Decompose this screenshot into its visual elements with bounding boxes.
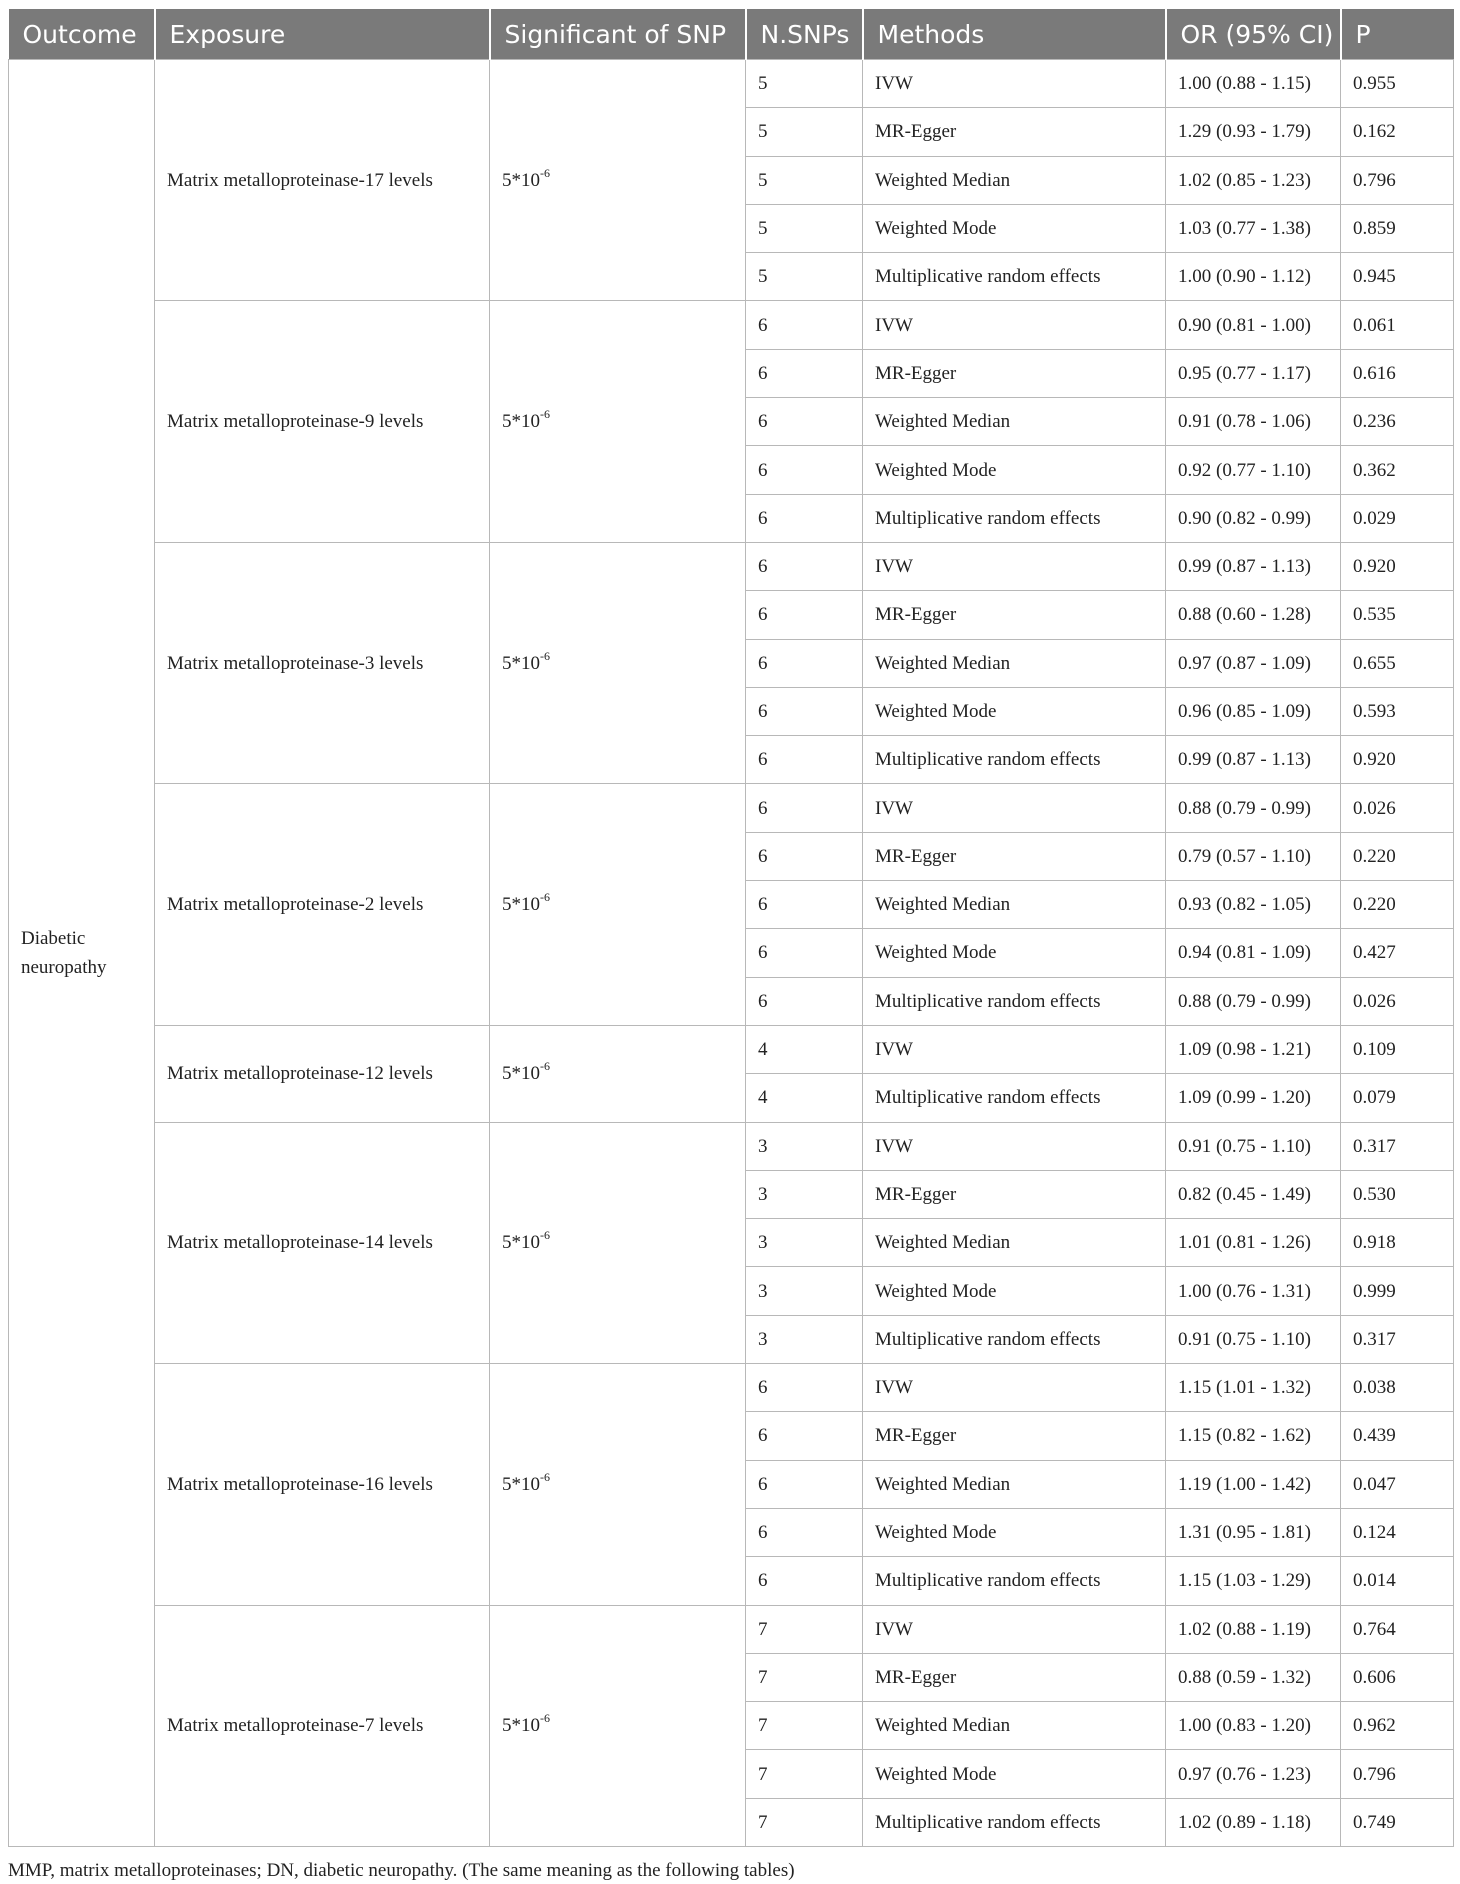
p-value-cell: 0.749 — [1341, 1798, 1454, 1846]
n-snps-cell: 5 — [746, 156, 863, 204]
significance-exponent: -6 — [540, 648, 550, 663]
or-ci-cell: 0.91 (0.75 - 1.10) — [1166, 1315, 1341, 1363]
p-value-cell: 0.955 — [1341, 60, 1454, 108]
or-ci-cell: 1.02 (0.88 - 1.19) — [1166, 1605, 1341, 1653]
table-row — [9, 1364, 1454, 1412]
results-table-container — [8, 9, 1453, 1847]
method-cell: IVW — [863, 542, 1166, 590]
or-ci-cell: 0.90 (0.81 - 1.00) — [1166, 301, 1341, 349]
or-ci-cell: 1.15 (1.01 - 1.32) — [1166, 1364, 1341, 1412]
header-p: P — [1341, 9, 1454, 60]
or-ci-cell: 1.15 (0.82 - 1.62) — [1166, 1412, 1341, 1460]
p-value-cell: 0.427 — [1341, 929, 1454, 977]
n-snps-cell: 6 — [746, 929, 863, 977]
n-snps-cell: 7 — [746, 1653, 863, 1701]
or-ci-cell: 0.97 (0.76 - 1.23) — [1166, 1750, 1341, 1798]
p-value-cell: 0.014 — [1341, 1557, 1454, 1605]
method-cell: MR-Egger — [863, 108, 1166, 156]
method-cell: Multiplicative random effects — [863, 736, 1166, 784]
significance-exponent: -6 — [540, 1228, 550, 1243]
or-ci-cell: 1.00 (0.88 - 1.15) — [1166, 60, 1341, 108]
or-ci-cell: 1.02 (0.89 - 1.18) — [1166, 1798, 1341, 1846]
exposure-cell: Matrix metalloproteinase-9 levels — [155, 301, 490, 542]
significance-cell — [490, 1122, 746, 1363]
n-snps-cell: 3 — [746, 1267, 863, 1315]
method-cell: Multiplicative random effects — [863, 1074, 1166, 1122]
or-ci-cell: 0.95 (0.77 - 1.17) — [1166, 349, 1341, 397]
or-ci-cell: 0.97 (0.87 - 1.09) — [1166, 639, 1341, 687]
n-snps-cell: 6 — [746, 542, 863, 590]
n-snps-cell: 6 — [746, 1508, 863, 1556]
p-value-cell: 0.047 — [1341, 1460, 1454, 1508]
p-value-cell: 0.038 — [1341, 1364, 1454, 1412]
header-methods: Methods — [863, 9, 1166, 60]
p-value-cell: 0.920 — [1341, 542, 1454, 590]
n-snps-cell: 7 — [746, 1605, 863, 1653]
significance-exponent: -6 — [540, 1469, 550, 1484]
method-cell: Weighted Median — [863, 398, 1166, 446]
or-ci-cell: 1.19 (1.00 - 1.42) — [1166, 1460, 1341, 1508]
significance-cell — [490, 1364, 746, 1605]
or-ci-cell: 1.02 (0.85 - 1.23) — [1166, 156, 1341, 204]
p-value-cell: 0.362 — [1341, 446, 1454, 494]
method-cell: Weighted Mode — [863, 1508, 1166, 1556]
method-cell: MR-Egger — [863, 591, 1166, 639]
n-snps-cell: 6 — [746, 1460, 863, 1508]
n-snps-cell: 3 — [746, 1170, 863, 1218]
n-snps-cell: 5 — [746, 108, 863, 156]
exposure-cell: Matrix metalloproteinase-12 levels — [155, 1025, 490, 1122]
n-snps-cell: 5 — [746, 253, 863, 301]
n-snps-cell: 6 — [746, 301, 863, 349]
p-value-cell: 0.109 — [1341, 1025, 1454, 1073]
or-ci-cell: 0.88 (0.60 - 1.28) — [1166, 591, 1341, 639]
or-ci-cell: 1.29 (0.93 - 1.79) — [1166, 108, 1341, 156]
or-ci-cell: 0.88 (0.79 - 0.99) — [1166, 784, 1341, 832]
method-cell: IVW — [863, 60, 1166, 108]
n-snps-cell: 6 — [746, 398, 863, 446]
or-ci-cell: 0.82 (0.45 - 1.49) — [1166, 1170, 1341, 1218]
exposure-cell: Matrix metalloproteinase-7 levels — [155, 1605, 490, 1846]
n-snps-cell: 4 — [746, 1025, 863, 1073]
method-cell: Multiplicative random effects — [863, 253, 1166, 301]
or-ci-cell: 1.31 (0.95 - 1.81) — [1166, 1508, 1341, 1556]
significance-exponent: -6 — [540, 890, 550, 905]
n-snps-cell: 7 — [746, 1750, 863, 1798]
table-row — [9, 301, 1454, 349]
n-snps-cell: 7 — [746, 1702, 863, 1750]
n-snps-cell: 6 — [746, 736, 863, 784]
significance-exponent: -6 — [540, 407, 550, 422]
significance-base: 5*10 — [502, 1232, 540, 1254]
header-outcome: Outcome — [9, 9, 155, 60]
p-value-cell: 0.439 — [1341, 1412, 1454, 1460]
table-row — [9, 1605, 1454, 1653]
n-snps-cell: 6 — [746, 977, 863, 1025]
significance-base: 5*10 — [502, 411, 540, 433]
outcome-cell: Diabetic neuropathy — [9, 60, 155, 1847]
p-value-cell: 0.029 — [1341, 494, 1454, 542]
or-ci-cell: 0.93 (0.82 - 1.05) — [1166, 881, 1341, 929]
header-significant-snp: Significant of SNP — [490, 9, 746, 60]
method-cell: Weighted Mode — [863, 204, 1166, 252]
method-cell: IVW — [863, 1605, 1166, 1653]
significance-cell — [490, 60, 746, 301]
or-ci-cell: 0.99 (0.87 - 1.13) — [1166, 736, 1341, 784]
exposure-cell: Matrix metalloproteinase-16 levels — [155, 1364, 490, 1605]
header-n-snps: N.SNPs — [746, 9, 863, 60]
p-value-cell: 0.236 — [1341, 398, 1454, 446]
p-value-cell: 0.026 — [1341, 784, 1454, 832]
n-snps-cell: 3 — [746, 1315, 863, 1363]
table-row — [9, 60, 1454, 108]
p-value-cell: 0.655 — [1341, 639, 1454, 687]
significance-base: 5*10 — [502, 1473, 540, 1495]
table-row — [9, 784, 1454, 832]
n-snps-cell: 6 — [746, 591, 863, 639]
method-cell: Weighted Median — [863, 881, 1166, 929]
method-cell: MR-Egger — [863, 1412, 1166, 1460]
n-snps-cell: 3 — [746, 1122, 863, 1170]
or-ci-cell: 0.96 (0.85 - 1.09) — [1166, 687, 1341, 735]
or-ci-cell: 1.15 (1.03 - 1.29) — [1166, 1557, 1341, 1605]
p-value-cell: 0.918 — [1341, 1219, 1454, 1267]
method-cell: Weighted Mode — [863, 1750, 1166, 1798]
p-value-cell: 0.796 — [1341, 1750, 1454, 1798]
significance-base: 5*10 — [502, 1715, 540, 1737]
method-cell: Multiplicative random effects — [863, 1798, 1166, 1846]
table-row — [9, 542, 1454, 590]
p-value-cell: 0.530 — [1341, 1170, 1454, 1218]
n-snps-cell: 6 — [746, 1364, 863, 1412]
p-value-cell: 0.026 — [1341, 977, 1454, 1025]
method-cell: Weighted Median — [863, 156, 1166, 204]
n-snps-cell: 6 — [746, 881, 863, 929]
p-value-cell: 0.920 — [1341, 736, 1454, 784]
table-footnote: MMP, matrix metalloproteinases; DN, diabetic neuropathy. (The same meaning as the following tables) — [8, 1860, 795, 1881]
method-cell: Multiplicative random effects — [863, 1315, 1166, 1363]
or-ci-cell: 0.88 (0.79 - 0.99) — [1166, 977, 1341, 1025]
n-snps-cell: 6 — [746, 639, 863, 687]
p-value-cell: 0.317 — [1341, 1122, 1454, 1170]
p-value-cell: 0.079 — [1341, 1074, 1454, 1122]
n-snps-cell: 6 — [746, 1412, 863, 1460]
header-or-ci: OR (95% CI) — [1166, 9, 1341, 60]
p-value-cell: 0.999 — [1341, 1267, 1454, 1315]
n-snps-cell: 6 — [746, 784, 863, 832]
or-ci-cell: 1.00 (0.83 - 1.20) — [1166, 1702, 1341, 1750]
method-cell: IVW — [863, 1025, 1166, 1073]
p-value-cell: 0.162 — [1341, 108, 1454, 156]
or-ci-cell: 0.94 (0.81 - 1.09) — [1166, 929, 1341, 977]
method-cell: Weighted Median — [863, 1702, 1166, 1750]
exposure-cell: Matrix metalloproteinase-2 levels — [155, 784, 490, 1025]
significance-exponent: -6 — [540, 165, 550, 180]
significance-base: 5*10 — [502, 894, 540, 916]
exposure-cell: Matrix metalloproteinase-14 levels — [155, 1122, 490, 1363]
method-cell: Weighted Mode — [863, 1267, 1166, 1315]
p-value-cell: 0.796 — [1341, 156, 1454, 204]
method-cell: Weighted Median — [863, 1219, 1166, 1267]
or-ci-cell: 1.09 (0.99 - 1.20) — [1166, 1074, 1341, 1122]
or-ci-cell: 0.91 (0.75 - 1.10) — [1166, 1122, 1341, 1170]
or-ci-cell: 0.90 (0.82 - 0.99) — [1166, 494, 1341, 542]
p-value-cell: 0.945 — [1341, 253, 1454, 301]
n-snps-cell: 6 — [746, 832, 863, 880]
n-snps-cell: 7 — [746, 1798, 863, 1846]
significance-cell — [490, 542, 746, 783]
p-value-cell: 0.616 — [1341, 349, 1454, 397]
significance-exponent: -6 — [540, 1711, 550, 1726]
method-cell: Multiplicative random effects — [863, 1557, 1166, 1605]
method-cell: MR-Egger — [863, 832, 1166, 880]
significance-cell — [490, 784, 746, 1025]
n-snps-cell: 6 — [746, 446, 863, 494]
table-row — [9, 1025, 1454, 1073]
or-ci-cell: 0.99 (0.87 - 1.13) — [1166, 542, 1341, 590]
p-value-cell: 0.606 — [1341, 1653, 1454, 1701]
exposure-cell: Matrix metalloproteinase-17 levels — [155, 60, 490, 301]
or-ci-cell: 0.92 (0.77 - 1.10) — [1166, 446, 1341, 494]
method-cell: IVW — [863, 784, 1166, 832]
or-ci-cell: 0.79 (0.57 - 1.10) — [1166, 832, 1341, 880]
method-cell: Weighted Mode — [863, 446, 1166, 494]
p-value-cell: 0.061 — [1341, 301, 1454, 349]
p-value-cell: 0.124 — [1341, 1508, 1454, 1556]
header-exposure: Exposure — [155, 9, 490, 60]
or-ci-cell: 1.00 (0.90 - 1.12) — [1166, 253, 1341, 301]
mr-results-table — [8, 9, 1454, 1847]
p-value-cell: 0.317 — [1341, 1315, 1454, 1363]
p-value-cell: 0.220 — [1341, 881, 1454, 929]
exposure-cell: Matrix metalloproteinase-3 levels — [155, 542, 490, 783]
method-cell: MR-Egger — [863, 1170, 1166, 1218]
p-value-cell: 0.962 — [1341, 1702, 1454, 1750]
method-cell: IVW — [863, 1122, 1166, 1170]
significance-exponent: -6 — [540, 1059, 550, 1074]
p-value-cell: 0.535 — [1341, 591, 1454, 639]
or-ci-cell: 1.03 (0.77 - 1.38) — [1166, 204, 1341, 252]
method-cell: Weighted Mode — [863, 929, 1166, 977]
n-snps-cell: 6 — [746, 349, 863, 397]
p-value-cell: 0.764 — [1341, 1605, 1454, 1653]
n-snps-cell: 5 — [746, 204, 863, 252]
p-value-cell: 0.220 — [1341, 832, 1454, 880]
table-row — [9, 1122, 1454, 1170]
p-value-cell: 0.593 — [1341, 687, 1454, 735]
significance-cell — [490, 301, 746, 542]
method-cell: MR-Egger — [863, 349, 1166, 397]
significance-base: 5*10 — [502, 652, 540, 674]
significance-base: 5*10 — [502, 1063, 540, 1085]
method-cell: Weighted Mode — [863, 687, 1166, 735]
p-value-cell: 0.859 — [1341, 204, 1454, 252]
n-snps-cell: 6 — [746, 1557, 863, 1605]
or-ci-cell: 1.01 (0.81 - 1.26) — [1166, 1219, 1341, 1267]
n-snps-cell: 5 — [746, 60, 863, 108]
or-ci-cell: 1.09 (0.98 - 1.21) — [1166, 1025, 1341, 1073]
method-cell: IVW — [863, 301, 1166, 349]
significance-cell — [490, 1025, 746, 1122]
or-ci-cell: 0.88 (0.59 - 1.32) — [1166, 1653, 1341, 1701]
method-cell: Weighted Median — [863, 639, 1166, 687]
table-body — [9, 60, 1454, 1847]
method-cell: Weighted Median — [863, 1460, 1166, 1508]
table-header-row — [9, 9, 1454, 60]
method-cell: MR-Egger — [863, 1653, 1166, 1701]
n-snps-cell: 4 — [746, 1074, 863, 1122]
method-cell: Multiplicative random effects — [863, 977, 1166, 1025]
or-ci-cell: 0.91 (0.78 - 1.06) — [1166, 398, 1341, 446]
n-snps-cell: 3 — [746, 1219, 863, 1267]
significance-base: 5*10 — [502, 169, 540, 191]
significance-cell — [490, 1605, 746, 1846]
or-ci-cell: 1.00 (0.76 - 1.31) — [1166, 1267, 1341, 1315]
n-snps-cell: 6 — [746, 687, 863, 735]
method-cell: IVW — [863, 1364, 1166, 1412]
n-snps-cell: 6 — [746, 494, 863, 542]
method-cell: Multiplicative random effects — [863, 494, 1166, 542]
